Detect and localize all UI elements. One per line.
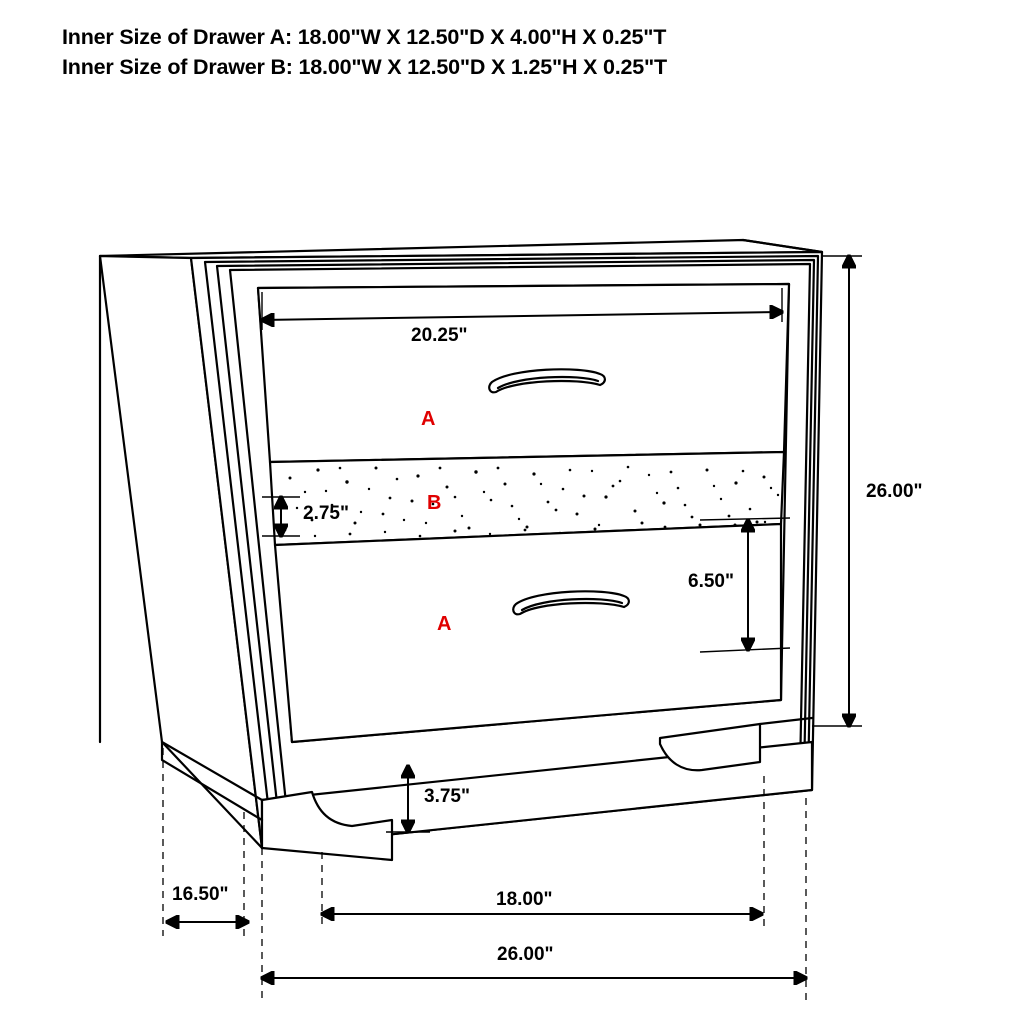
label-leg-clearance: 3.75" bbox=[424, 786, 470, 807]
header-line-drawer-b: Inner Size of Drawer B: 18.00"W X 12.50"D X 1.25"H X 0.25"T bbox=[62, 55, 667, 79]
label-total-width: 26.00" bbox=[497, 944, 554, 965]
label-drawer-a-top: A bbox=[421, 408, 436, 430]
header-line-drawer-a: Inner Size of Drawer A: 18.00"W X 12.50"D X 4.00"H X 0.25"T bbox=[62, 25, 667, 49]
label-total-height: 26.00" bbox=[866, 481, 923, 502]
label-drawer-b-height: 2.75" bbox=[303, 503, 349, 524]
label-drawer-b: B bbox=[427, 492, 442, 514]
label-depth: 16.50" bbox=[172, 884, 229, 905]
label-lower-drawer-height: 6.50" bbox=[688, 571, 734, 592]
label-inner-width: 18.00" bbox=[496, 889, 553, 910]
label-drawer-width: 20.25" bbox=[411, 325, 468, 346]
label-drawer-a-bottom: A bbox=[437, 613, 452, 635]
